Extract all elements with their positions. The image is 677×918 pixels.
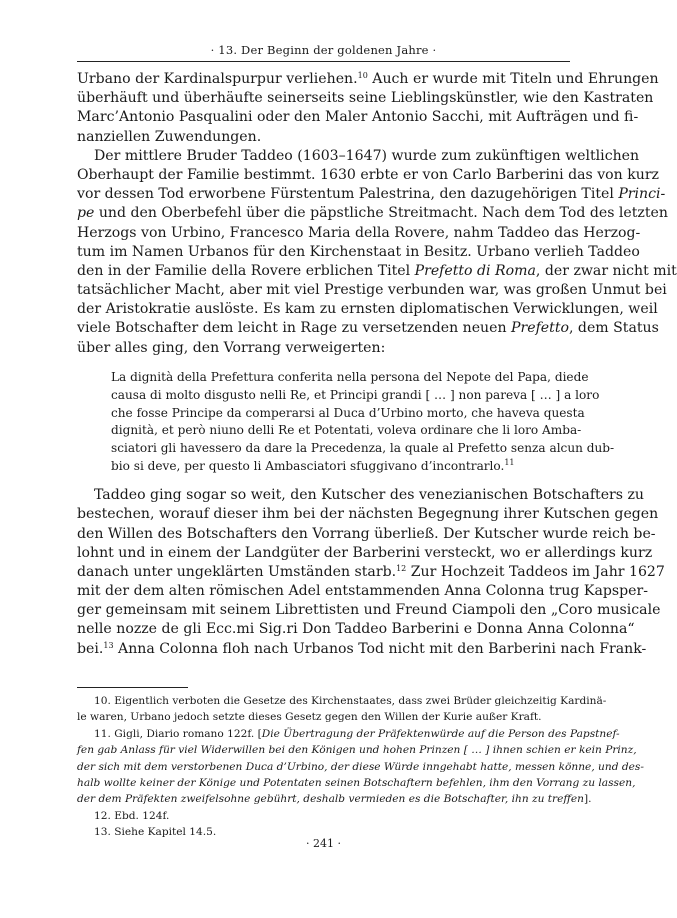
- footnote-line: der sich mit dem verstorbenen Duca d’Urbino, der diese Würde inngehabt hatte, messen könne, und des-: [77, 760, 644, 773]
- footnote-line: halb wollte keiner der Könige und Potentaten seinen Botschaftern befehlen, ihm den Vorrang zu lassen,: [77, 776, 636, 789]
- footnote-line: 11. Gigli, Diario romano 122f. [Die Übertragung der Präfektenwürde auf die Person des Papstnef-: [94, 727, 620, 740]
- text-line: Oberhaupt der Familie bestimmt. 1630 erbte er von Carlo Barberini das von kurz: [77, 166, 659, 183]
- text-line: Urbano der Kardinalspurpur verliehen.$^{10}$ Auch er wurde mit Titeln und Ehrungen: [77, 71, 659, 87]
- quote-line: bio si deve, per questo li Ambasciatori sfuggivano d’incontrarlo.$^{11}$: [111, 458, 515, 474]
- footnote-line: le waren, Urbano jedoch setzte dieses Gesetz gegen den Willen der Kurie außer Kraft.: [77, 711, 542, 724]
- footnote-13: 13. Siehe Kapitel 14.5.: [94, 826, 217, 839]
- footnote-rule: [77, 687, 188, 688]
- footnotes: [77, 693, 644, 841]
- paragraph-1: [77, 70, 659, 147]
- paragraph-2: [77, 147, 677, 358]
- footnote-ref-11[interactable]: 11: [504, 458, 515, 468]
- text-line: nanziellen Zuwendungen.: [77, 128, 262, 145]
- text-line: bei.$^{13}$ Anna Colonna floh nach Urbanos Tod nicht mit den Barberini nach Frank-: [77, 640, 647, 657]
- text-line: tum im Namen Urbanos für den Kirchenstaat in Besitz. Urbano verlieh Taddeo: [77, 243, 640, 260]
- running-header: · 13. Der Beginn der goldenen Jahre ·: [210, 43, 437, 57]
- text-line: den Willen des Botschafters den Vorrang überließ. Der Kutscher wurde reich be-: [77, 525, 656, 542]
- footnote-ref-13[interactable]: 13: [103, 640, 114, 650]
- text-line: den in der Familie della Rovere erblichen Titel Prefetto di Roma, der zwar nicht mit: [77, 262, 677, 279]
- text-line: vor dessen Tod erworbene Fürstentum Palestrina, den dazugehörigen Titel Princi-: [77, 186, 666, 203]
- text-line: danach unter ungeklärten Umständen starb.$^{12}$ Zur Hochzeit Taddeos im Jahr 1627: [77, 563, 665, 580]
- page-number: · 241 ·: [306, 837, 341, 850]
- text-line: mit der dem alten römischen Adel entstammenden Anna Colonna trug Kapsper-: [77, 583, 648, 600]
- text-line: der Aristokratie auslöste. Es kam zu ernsten diplomatischen Verwicklungen, weil: [77, 301, 658, 318]
- footnote-line: fen gab Anlass für viel Widerwillen bei den Königen und hohen Prinzen [ … ] ihnen schien er kein Prinz,: [77, 744, 637, 757]
- footnote-10: [77, 693, 607, 726]
- text-line: pe und den Oberbefehl über die päpstliche Streitmacht. Nach dem Tod des letzten: [77, 205, 668, 222]
- quote-line: sciatori gli havessero da dare la Precedenza, la quale al Prefetto senza alcun dub-: [111, 441, 615, 456]
- text-line: bestechen, worauf dieser ihm bei der nächsten Begegnung ihrer Kutschen gegen: [77, 506, 659, 523]
- quote-line: che fosse Principe da comperarsi al Duca d’Urbino morto, che haveva questa: [111, 405, 585, 420]
- text-line: viele Botschafter dem leicht in Rage zu versetzenden neuen Prefetto, dem Status: [77, 320, 659, 337]
- text-line: Taddeo ging sogar so weit, den Kutscher des venezianischen Botschafters zu: [94, 487, 644, 504]
- header-rule: [77, 61, 570, 62]
- footnote-ref-10[interactable]: 10: [357, 71, 368, 80]
- text-line: tatsächlicher Macht, aber mit viel Prestige verbunden war, was großen Unmut bei: [77, 282, 667, 299]
- text-line: Marc’Antonio Pasqualini oder den Maler Antonio Sacchi, mit Aufträgen und fi-: [77, 109, 639, 126]
- footnote-12: 12. Ebd. 124f.: [94, 809, 170, 822]
- text-line: lohnt und in einem der Landgüter der Barberini versteckt, wo er allerdings kurz: [77, 544, 653, 561]
- text-line: nelle nozze de gli Ecc.mi Sig.ri Don Taddeo Barberini e Donna Anna Colonna“: [77, 621, 635, 638]
- text-line: über alles ging, den Vorrang verweigerten:: [77, 339, 386, 356]
- footnote-line: der dem Präfekten zweifelsohne gebührt, deshalb vermieden es die Botschafter, ihn zu treffen].: [77, 793, 592, 806]
- footnote-11: [77, 726, 644, 808]
- text-line: Der mittlere Bruder Taddeo (1603–1647) wurde zum zukünftigen weltlichen: [94, 147, 640, 164]
- paragraph-3: [77, 486, 665, 659]
- block-quote: [77, 369, 615, 476]
- text-line: ger gemeinsam mit seinem Librettisten und Freund Ciampoli den „Coro musicale: [77, 602, 661, 619]
- quote-line: La dignità della Prefettura conferita nella persona del Nepote del Papa, diede: [111, 369, 589, 384]
- main-text: [77, 70, 677, 659]
- quote-line: dignità, et però niuno delli Re et Potentati, voleva ordinare che li loro Amba-: [111, 423, 582, 438]
- quote-line: causa di molto disgusto nelli Re, et Principi grandi [ … ] non pareva [ … ] a loro: [111, 387, 600, 402]
- footnote-ref-12[interactable]: 12: [396, 563, 407, 573]
- footnote-line: 10. Eigentlich verboten die Gesetze des Kirchenstaates, dass zwei Brüder gleichzeitig Kardinä-: [94, 695, 607, 707]
- text-line: Herzogs von Urbino, Francesco Maria della Rovere, nahm Taddeo das Herzog-: [77, 224, 641, 241]
- text-line: überhäuft und überhäufte seinerseits seine Lieblingskünstler, wie den Kastraten: [77, 90, 654, 107]
